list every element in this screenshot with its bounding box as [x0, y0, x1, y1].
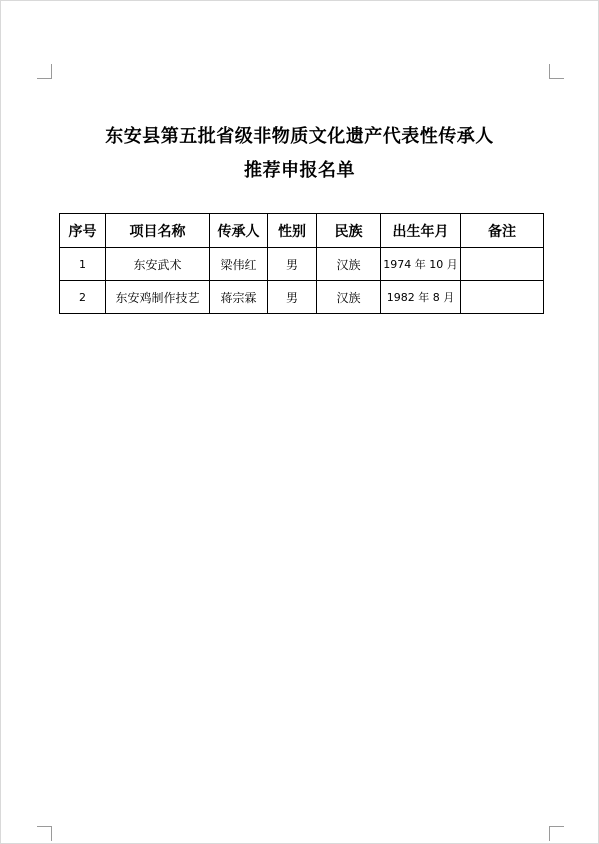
table-row	[60, 248, 544, 281]
header-serial: 序号	[60, 214, 106, 248]
crop-mark-top-left	[37, 64, 52, 79]
header-gender: 性别	[268, 214, 317, 248]
cell-remarks	[461, 248, 544, 281]
cell-project-name: 东安武术	[106, 248, 210, 281]
cell-inheritor: 梁伟红	[210, 248, 268, 281]
document-title: 东安县第五批省级非物质文化遗产代表性传承人	[105, 126, 494, 147]
cell-serial: 1	[60, 248, 106, 281]
cell-ethnicity: 汉族	[317, 281, 381, 314]
header-ethnicity: 民族	[317, 214, 381, 248]
document-subtitle: 推荐申报名单	[244, 160, 355, 181]
roster-table	[59, 213, 544, 314]
header-project-name: 项目名称	[106, 214, 210, 248]
header-remarks: 备注	[461, 214, 544, 248]
cell-gender: 男	[268, 248, 317, 281]
cell-remarks	[461, 281, 544, 314]
cell-birth-date: 1974 年 10 月	[381, 248, 461, 281]
crop-mark-top-right	[549, 64, 564, 79]
cell-ethnicity: 汉族	[317, 248, 381, 281]
cell-project-name: 东安鸡制作技艺	[106, 281, 210, 314]
crop-mark-bottom-right	[549, 826, 564, 841]
cell-birth-date: 1982 年 8 月	[381, 281, 461, 314]
table-row	[60, 281, 544, 314]
header-birth-date: 出生年月	[381, 214, 461, 248]
cell-gender: 男	[268, 281, 317, 314]
crop-mark-bottom-left	[37, 826, 52, 841]
table-header-row	[60, 214, 544, 248]
cell-serial: 2	[60, 281, 106, 314]
cell-inheritor: 蒋宗霖	[210, 281, 268, 314]
header-inheritor: 传承人	[210, 214, 268, 248]
